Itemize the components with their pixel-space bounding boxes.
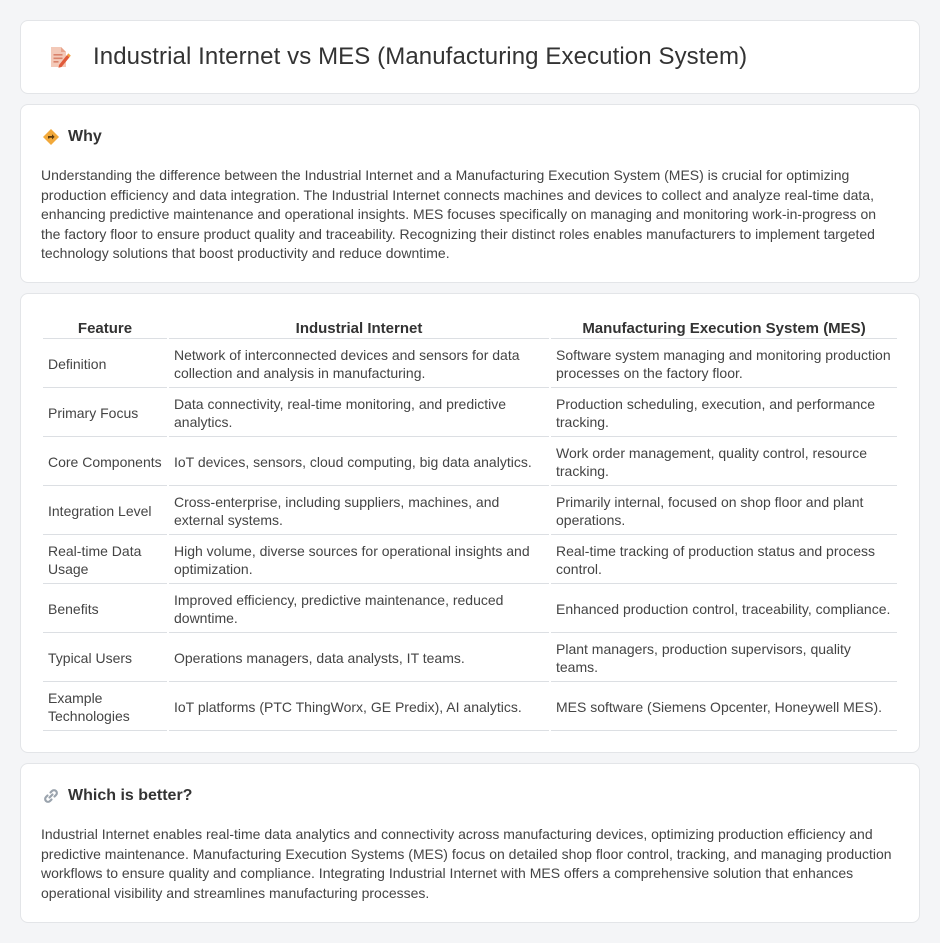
- cell-mes: Enhanced production control, traceability, compliance.: [551, 586, 897, 633]
- cell-industrial-internet: High volume, diverse sources for operational insights and optimization.: [169, 537, 549, 584]
- why-text: Understanding the difference between the Industrial Internet and a Manufacturing Execution System (MES) is crucial for optimizing production efficiency and data integration. The Industrial Internet connects machines and devices to collect and analyze real-time data, enhancing predictive maintenance and operational insights. MES focuses specifically on managing and monitoring work-in-progress on the factory floor to ensure product quality and traceability. Recognizing their distinct roles enables manufacturers to implement targeted technology solutions that boost productivity and reduce downtime.: [41, 167, 877, 262]
- cell-industrial-internet: Improved efficiency, predictive maintenance, reduced downtime.: [169, 586, 549, 633]
- table-row: [43, 684, 897, 731]
- cell-industrial-internet: Cross-enterprise, including suppliers, machines, and external systems.: [169, 488, 549, 535]
- document-pencil-icon: [47, 45, 71, 69]
- better-heading: [21, 764, 919, 805]
- header-feature: Feature: [43, 317, 167, 339]
- cell-feature: Core Components: [43, 439, 167, 486]
- cell-feature: Definition: [43, 341, 167, 388]
- link-icon: [42, 787, 60, 805]
- cell-feature: Benefits: [43, 586, 167, 633]
- diamond-signpost-icon: [42, 128, 60, 146]
- cell-industrial-internet: Data connectivity, real-time monitoring, and predictive analytics.: [169, 390, 549, 437]
- better-title: Which is better?: [68, 787, 193, 804]
- cell-feature: Real-time Data Usage: [43, 537, 167, 584]
- table-row: [43, 488, 897, 535]
- cell-feature: Primary Focus: [43, 390, 167, 437]
- better-text: Industrial Internet enables real-time data analytics and connectivity across manufacturing devices, optimizing production efficiency and predictive maintenance. Manufacturing Execution Systems (MES) focus on detailed shop floor control, tracking, and managing production workflows to ensure quality and compliance. Integrating Industrial Internet with MES offers a comprehensive solution that enhances operational visibility and streamlines manufacturing processes.: [41, 826, 892, 901]
- table-row: [43, 635, 897, 682]
- page-title: Industrial Internet vs MES (Manufacturing Execution System): [93, 43, 748, 70]
- table-row: [43, 439, 897, 486]
- which-is-better-section: [20, 763, 920, 923]
- header-mes: Manufacturing Execution System (MES): [551, 317, 897, 339]
- title-row: [21, 21, 919, 93]
- cell-mes: Primarily internal, focused on shop floor and plant operations.: [551, 488, 897, 535]
- cell-mes: Plant managers, production supervisors, quality teams.: [551, 635, 897, 682]
- cell-mes: MES software (Siemens Opcenter, Honeywell MES).: [551, 684, 897, 731]
- why-heading: [21, 105, 919, 146]
- table-row: [43, 341, 897, 388]
- cell-industrial-internet: IoT devices, sensors, cloud computing, big data analytics.: [169, 439, 549, 486]
- header-industrial-internet: Industrial Internet: [169, 317, 549, 339]
- cell-feature: Typical Users: [43, 635, 167, 682]
- cell-mes: Real-time tracking of production status and process control.: [551, 537, 897, 584]
- cell-feature: Integration Level: [43, 488, 167, 535]
- cell-mes: Production scheduling, execution, and performance tracking.: [551, 390, 897, 437]
- why-title: Why: [68, 128, 102, 145]
- cell-industrial-internet: Operations managers, data analysts, IT teams.: [169, 635, 549, 682]
- cell-industrial-internet: IoT platforms (PTC ThingWorx, GE Predix), AI analytics.: [169, 684, 549, 731]
- table-row: [43, 586, 897, 633]
- table-row: [43, 537, 897, 584]
- cell-mes: Work order management, quality control, resource tracking.: [551, 439, 897, 486]
- table-row: [43, 390, 897, 437]
- comparison-section: [20, 293, 920, 753]
- cell-industrial-internet: Network of interconnected devices and sensors for data collection and analysis in manufacturing.: [169, 341, 549, 388]
- why-section: [20, 104, 920, 283]
- table-header-row: [43, 317, 897, 339]
- cell-mes: Software system managing and monitoring production processes on the factory floor.: [551, 341, 897, 388]
- comparison-table: [41, 315, 899, 733]
- cell-feature: Example Technologies: [43, 684, 167, 731]
- title-card: [20, 20, 920, 94]
